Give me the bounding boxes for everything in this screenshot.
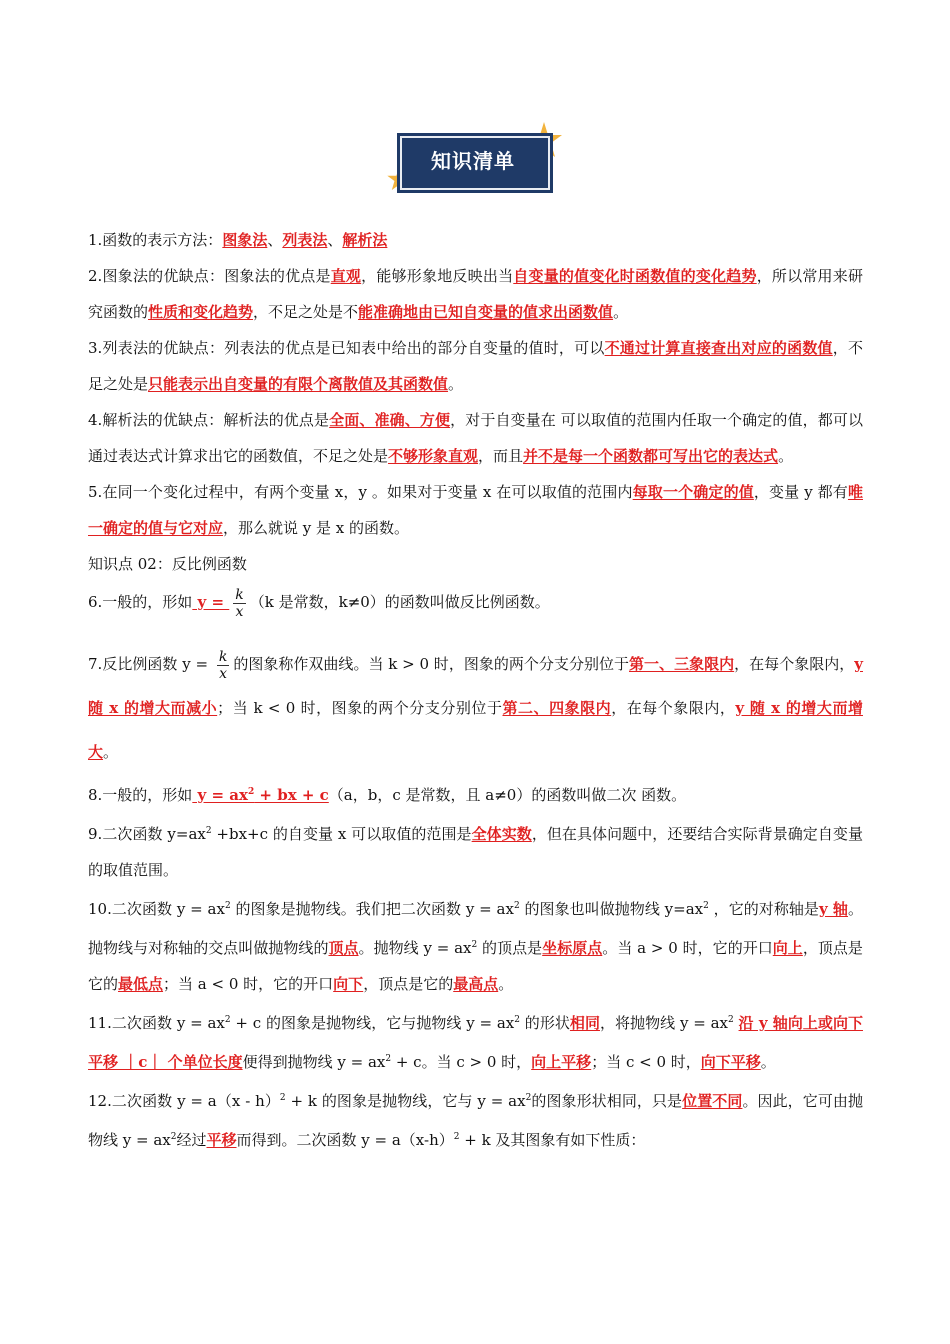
item-2: 2.图象法的优缺点：图象法的优点是直观，能够形象地反映出当自变量的值变化时函数值的变化趋势，所以常用来研究函数的性质和变化趋势，不足之处是不能准确地由已知自变量的值求出函数值。 bbox=[88, 267, 863, 321]
knowledge-list bbox=[88, 222, 863, 1158]
item-12: 12.二次函数 y = a（x - h）$^2$ + k 的图象是抛物线，它与 $y = ax^2$的图象形状相同，只是位置不同。因此，它可由抛物线 $y = ax^2$经过平移而得到。二次函数 $y = a(x-h)^2 + k$ 及其图象有如下性质： bbox=[88, 1092, 863, 1149]
item-4: 4.解析法的优缺点：解析法的优点是全面、准确、方便，对于自变量在 可以取值的范围内任取一个确定的值，都可以通过表达式计算求出它的函数值，不足之处是不够形象直观，而且并不是每一个函数都可写出它的表达式。 bbox=[88, 411, 863, 465]
item-1: 1.函数的表示方法：图象法、列表法、解析法 bbox=[88, 231, 388, 249]
section-banner bbox=[390, 128, 560, 194]
item-7: 7.反比例函数 y = $\frac{k}{x}$ 的图象称作双曲线。当 k > 0 时，图象的两个分支分别位于第一、三象限内，在每个象限内，y 随 x 的增大而减小；当 k < 0 时，图象的两个分支分别位于第二、四象限内，在每个象限内，y 随 x 的增大而增大。 bbox=[88, 648, 863, 761]
item-5: 5.在同一个变化过程中，有两个变量 x，y 。如果对于变量 x 在可以取值的范围内每取一个确定的值，变量 y 都有唯一确定的值与它对应，那么就说 y 是 x 的函数。 bbox=[88, 483, 863, 537]
item-9: 9.二次函数 $y=ax^2 +bx+c$ 的自变量 x 可以取值的范围是全体实数，但在具体问题中，还要结合实际背景确定自变量的取值范围。 bbox=[88, 825, 863, 879]
item-8: 8.一般的，形如 $y = ax^2$ + bx + c（a，b，c 是常数，且 a≠0）的函数叫做二次 函数。 bbox=[88, 786, 687, 804]
fraction-k-over-x: $\frac{k}{x}$ bbox=[218, 648, 228, 682]
item-3: 3.列表法的优缺点：列表法的优点是已知表中给出的部分自变量的值时，可以不通过计算直接查出对应的函数值，不足之处是只能表示出自变量的有限个离散值及其函数值。 bbox=[88, 339, 863, 393]
fraction-k-over-x: $\frac{k}{x}$ bbox=[235, 586, 244, 620]
item-6: 6.一般的，形如 y = $\frac{k}{x}$ （k 是常数，k≠0）的函数叫做反比例函数。 bbox=[88, 586, 550, 620]
item-11: 11.二次函数 $y = ax^2 + c$ 的图象是抛物线，它与抛物线 $y = ax^2$ 的形状相同，将抛物线 $y = ax^2$ 沿 y 轴向上或向下平移 ｜c｜ 个单位长度便得到抛物线 $y = ax^2 + c$。当 c > 0 时，向上平移；当 c < 0 时，向下平移。 bbox=[88, 1014, 863, 1071]
item-10: 10.二次函数 $y = ax^2$ 的图象是抛物线。我们把二次函数 $y = ax^2$ 的图象也叫做抛物线 $y=ax^2$ ，它的对称轴是y 轴。抛物线与对称轴的交点叫做抛物线的顶点。抛物线 $y = ax^2$ 的顶点是坐标原点。当 a > 0 时，它的开口向上，顶点是它的最低点；当 a < 0 时，它的开口向下，顶点是它的最高点。 bbox=[88, 900, 863, 993]
banner-title: 知识清单 bbox=[431, 149, 515, 173]
heading-2: 知识点 02：反比例函数 bbox=[88, 555, 247, 573]
